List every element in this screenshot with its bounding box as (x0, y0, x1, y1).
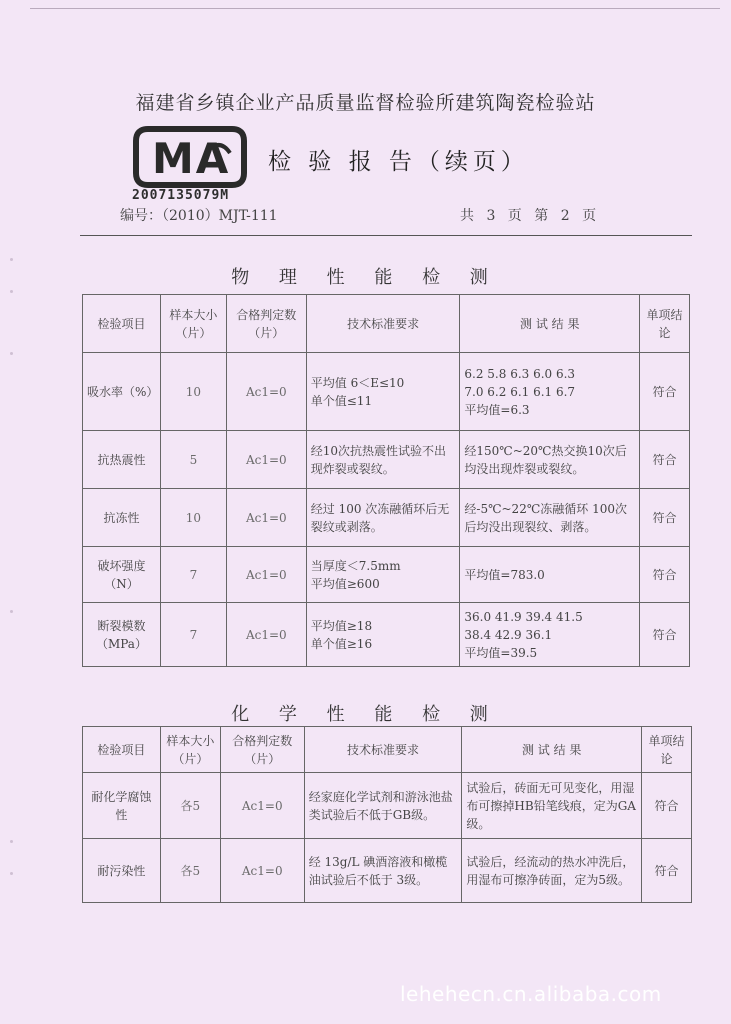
row-sample-cell: 10 (160, 489, 226, 547)
table-row (83, 547, 690, 603)
row-conclusion-cell: 符合 (640, 353, 690, 431)
row-conclusion-cell: 符合 (640, 431, 690, 489)
row-sample-cell: 7 (160, 547, 226, 603)
row-ac-cell: Ac1=0 (226, 547, 306, 603)
row-sample-cell: 各5 (160, 773, 220, 839)
row-item-cell: 破坏强度（N） (83, 547, 161, 603)
row-ac-cell: Ac1=0 (226, 353, 306, 431)
chemical-header-row (83, 727, 692, 773)
row-requirement-cell: 当厚度＜7.5mm 平均值≥600 (306, 547, 460, 603)
header-rule (80, 235, 692, 236)
table-row (83, 773, 692, 839)
row-requirement-cell: 平均值≥18 单个值≥16 (306, 603, 460, 667)
col-item: 检验项目 (83, 727, 161, 773)
col-result: 测 试 结 果 (462, 727, 642, 773)
row-ac-cell: Ac1=0 (226, 489, 306, 547)
row-result-cell: 经-5℃~22℃冻融循环 100次后均没出现裂纹、剥落。 (460, 489, 640, 547)
row-requirement-cell: 经 13g/L 碘酒溶液和橄榄油试验后不低于 3级。 (304, 839, 462, 903)
col-requirement: 技术标准要求 (304, 727, 462, 773)
document-number: 编号：（2010）MJT-111 (120, 208, 278, 224)
row-item-cell: 抗冻性 (83, 489, 161, 547)
physical-table (82, 294, 690, 667)
physical-header-row (83, 295, 690, 353)
col-result: 测 试 结 果 (460, 295, 640, 353)
col-sample: 样本大小（片） (160, 727, 220, 773)
row-sample-cell: 5 (160, 431, 226, 489)
col-conclusion: 单项结论 (642, 727, 692, 773)
col-conclusion: 单项结论 (640, 295, 690, 353)
col-item: 检验项目 (83, 295, 161, 353)
row-ac-cell: Ac1=0 (226, 431, 306, 489)
row-item-cell: 断裂模数（MPa） (83, 603, 161, 667)
row-result-cell: 36.0 41.9 39.4 41.5 38.4 42.9 36.1 平均值=39.5 (460, 603, 640, 667)
col-sample: 样本大小（片） (160, 295, 226, 353)
row-ac-cell: Ac1=0 (220, 839, 304, 903)
col-ac: 合格判定数（片） (226, 295, 306, 353)
report-title: 检 验 报 告（续页） (268, 149, 529, 175)
row-result-cell: 经150℃~20℃热交换10次后均没出现炸裂或裂纹。 (460, 431, 640, 489)
row-result-cell: 试验后，经流动的热水冲洗后，用湿布可擦净砖面，定为5级。 (462, 839, 642, 903)
col-requirement: 技术标准要求 (306, 295, 460, 353)
chemical-section-title: 化 学 性 能 检 测 (231, 704, 500, 725)
row-conclusion-cell: 符合 (640, 489, 690, 547)
row-conclusion-cell: 符合 (640, 547, 690, 603)
row-result-cell: 6.2 5.8 6.3 6.0 6.3 7.0 6.2 6.1 6.1 6.7 平均值=6.3 (460, 353, 640, 431)
row-item-cell: 吸水率（%） (83, 353, 161, 431)
row-ac-cell: Ac1=0 (226, 603, 306, 667)
top-edge-line (30, 8, 720, 9)
row-sample-cell: 10 (160, 353, 226, 431)
chemical-table (82, 726, 692, 903)
row-sample-cell: 7 (160, 603, 226, 667)
row-result-cell: 平均值=783.0 (460, 547, 640, 603)
row-conclusion-cell: 符合 (640, 603, 690, 667)
page-info: 共 3 页 第 2 页 (460, 208, 597, 224)
table-row (83, 431, 690, 489)
row-ac-cell: Ac1=0 (220, 773, 304, 839)
cma-stamp (130, 123, 250, 191)
row-item-cell: 耐化学腐蚀性 (83, 773, 161, 839)
row-requirement-cell: 经过 100 次冻融循环后无裂纹或剥落。 (306, 489, 460, 547)
row-result-cell: 试验后，砖面无可见变化，用湿布可擦掉HB铅笔线痕，定为GA级。 (462, 773, 642, 839)
row-requirement-cell: 经10次抗热震性试验不出现炸裂或裂纹。 (306, 431, 460, 489)
table-row (83, 489, 690, 547)
table-row (83, 353, 690, 431)
stamp-number: 2007135079M (132, 188, 230, 203)
row-sample-cell: 各5 (160, 839, 220, 903)
svg-text:MA: MA (152, 134, 231, 183)
col-ac: 合格判定数（片） (220, 727, 304, 773)
physical-section-title: 物 理 性 能 检 测 (231, 267, 500, 288)
row-item-cell: 抗热震性 (83, 431, 161, 489)
row-item-cell: 耐污染性 (83, 839, 161, 903)
row-requirement-cell: 平均值 6＜E≤10 单个值≤11 (306, 353, 460, 431)
table-row (83, 603, 690, 667)
row-conclusion-cell: 符合 (642, 773, 692, 839)
table-row (83, 839, 692, 903)
organization-name: 福建省乡镇企业产品质量监督检验所建筑陶瓷检验站 (135, 92, 596, 114)
watermark: lehehecn.cn.alibaba.com (400, 982, 662, 1006)
row-conclusion-cell: 符合 (642, 839, 692, 903)
row-requirement-cell: 经家庭化学试剂和游泳池盐类试验后不低于GB级。 (304, 773, 462, 839)
